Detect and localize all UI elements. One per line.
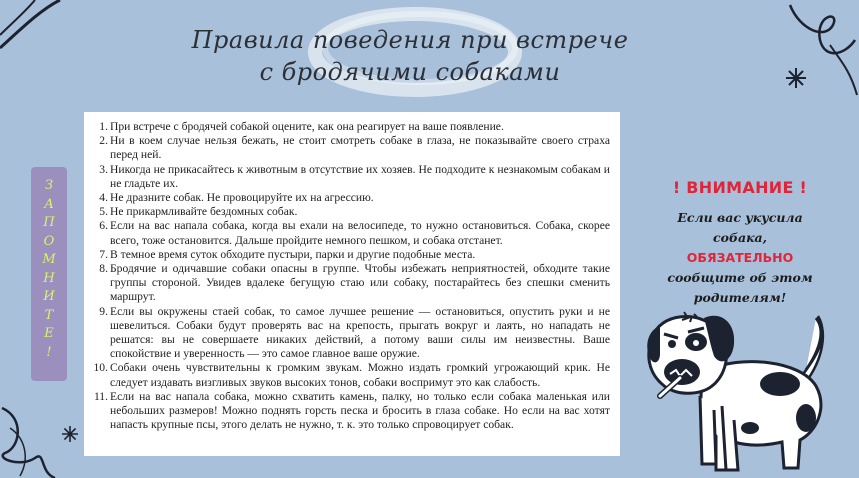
rule-number: 7. bbox=[99, 247, 108, 261]
rule-text: Не прикармливайте бездомных собак. bbox=[110, 205, 298, 219]
list-item bbox=[92, 305, 610, 362]
sparkle-icon bbox=[786, 68, 806, 88]
rule-number: 5. bbox=[99, 205, 108, 219]
remember-letter: Т bbox=[44, 307, 54, 323]
rule-number: 3. bbox=[99, 162, 108, 176]
list-item bbox=[92, 191, 610, 205]
bite-warning bbox=[664, 208, 816, 308]
rule-number: 11. bbox=[93, 389, 108, 403]
remember-letter: З bbox=[44, 178, 54, 193]
list-item bbox=[92, 361, 610, 389]
list-item bbox=[92, 390, 610, 433]
list-item bbox=[92, 163, 610, 191]
sparkle-icon bbox=[62, 426, 78, 442]
dog-illustration bbox=[630, 300, 850, 478]
title-line-2: с бродячими собаками bbox=[259, 58, 561, 86]
warning-highlight: ОБЯЗАТЕЛЬНО bbox=[686, 250, 794, 265]
rule-number: 1. bbox=[99, 120, 108, 133]
attention-heading: ! ВНИМАНИЕ ! bbox=[672, 178, 808, 197]
rule-number: 8. bbox=[99, 262, 108, 276]
rule-text: При встрече с бродячей собакой оцените, как она реагирует на ваше появление. bbox=[110, 120, 504, 133]
rule-text: В темное время суток обходите пустыри, парки и другие подобные места. bbox=[110, 247, 476, 261]
rule-text: Не дразните собак. Не провоцируйте их на агрессию. bbox=[110, 191, 374, 205]
remember-letter: П bbox=[43, 215, 55, 230]
list-item bbox=[92, 205, 610, 219]
remember-banner bbox=[31, 167, 67, 381]
rules-list bbox=[92, 120, 610, 432]
scribble-icon bbox=[0, 0, 70, 60]
rule-text: Собаки очень чувствительны к громким звукам. Можно издать громкий угрожающий крик. Не следует издавать визгливых звуков высоких тонов, собаки воспримут это как слабость. bbox=[110, 361, 610, 389]
list-item bbox=[92, 248, 610, 262]
rule-text: Бродячие и одичавшие собаки опасны в группе. Чтобы избежать неприятностей, обходите такие группы стороной. Увидев вдалеке бегущую стаю или собаку, постарайтесь без спешки сменить маршрут. bbox=[110, 262, 610, 304]
list-item bbox=[92, 120, 610, 134]
rule-text: Если на вас напала собака, когда вы ехали на велосипеде, то нужно остановиться. Собака, скорее всего, тоже остановится. Дальше пройдите немного пешком, и собака отстанет. bbox=[110, 219, 610, 247]
scribble-icon bbox=[0, 398, 60, 478]
list-item bbox=[92, 219, 610, 247]
remember-letter: А bbox=[44, 196, 54, 212]
remember-letter: М bbox=[42, 252, 56, 267]
rule-number: 2. bbox=[99, 134, 108, 148]
rule-number: 10. bbox=[93, 361, 108, 375]
title-line-1: Правила поведения при встрече bbox=[191, 26, 629, 54]
rule-text: Никогда не прикасайтесь к животным в отсутствие их хозяев. Не подходите к незнакомым собакам и не гладьте их. bbox=[110, 162, 610, 190]
warning-text-2: сообщите об этом родителям! bbox=[667, 270, 813, 305]
rule-number: 4. bbox=[99, 191, 108, 205]
rule-text: Если вы окружены стаей собак, то самое лучшее решение — остановиться, опустить руки и не шевелиться. Собаки будут проверять вас на крепость, прыгать вокруг и лаять, но нападать не решатся: вы не совершаете никаких действий, а потому ваши силы им неизвестны. Ваше спокойствие и уверенность — это самое главное ваше оружие. bbox=[110, 304, 610, 361]
remember-letter: Е bbox=[44, 326, 54, 341]
remember-letter: О bbox=[43, 233, 55, 249]
remember-letter: И bbox=[43, 289, 55, 304]
remember-letter: Н bbox=[43, 270, 55, 286]
rule-number: 6. bbox=[99, 219, 108, 233]
rule-number: 9. bbox=[99, 304, 108, 318]
page-title bbox=[180, 24, 640, 88]
list-item bbox=[92, 262, 610, 305]
rule-text: Если на вас напала собака, можно схватить камень, палку, но только если собака маленькая или небольших размеров! Можно поднять горсть песка и бросить в глаза собаке. Но если на вас хотят напасть крупные псы, этого делать не нужно, т. к. это только спровоцирует собак. bbox=[110, 389, 610, 432]
warning-text-1: Если вас укусила собака, bbox=[677, 210, 803, 245]
remember-letter: ! bbox=[46, 344, 52, 360]
list-item bbox=[92, 134, 610, 162]
rules-card bbox=[84, 112, 620, 456]
rule-text: Ни в коем случае нельзя бежать, не стоит смотреть собаке в глаза, не показывайте своего страха перед ней. bbox=[110, 134, 610, 162]
